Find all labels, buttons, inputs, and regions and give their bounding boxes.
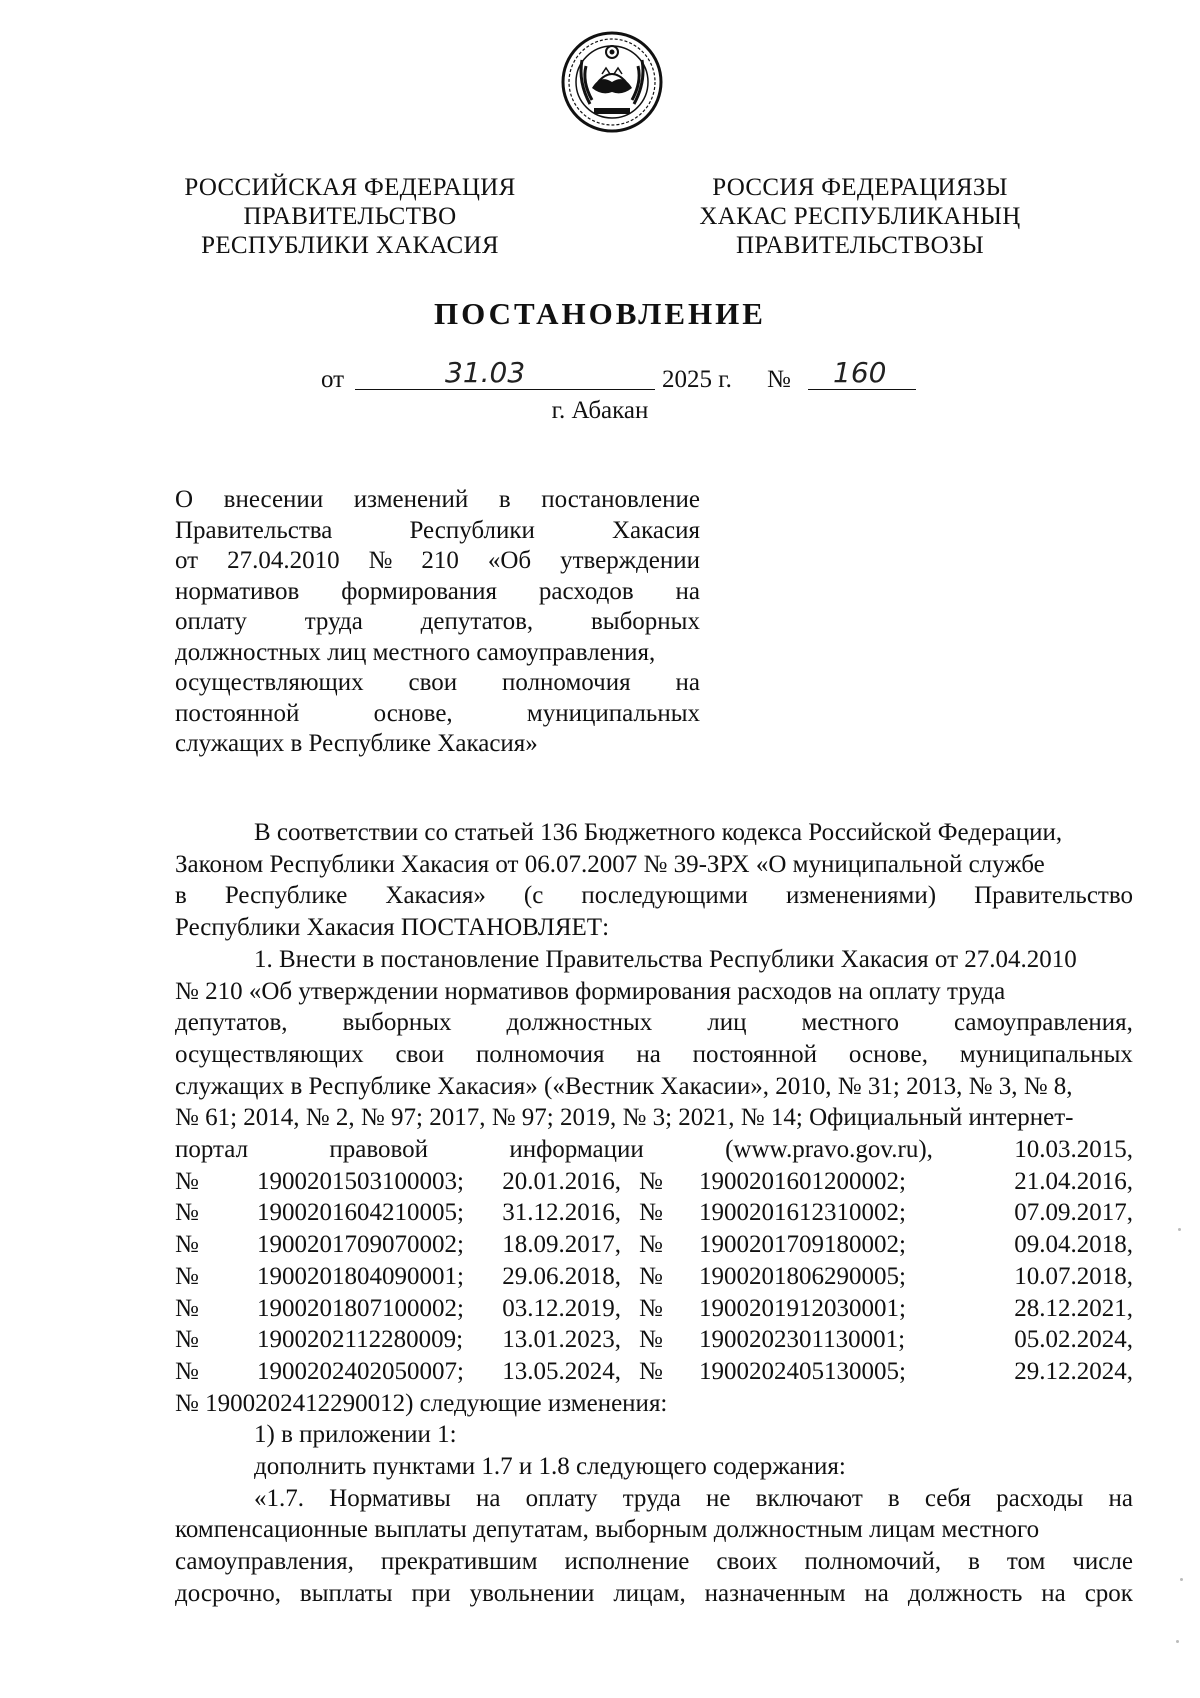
word: на xyxy=(636,1040,661,1068)
registry-cell: № xyxy=(639,1294,663,1322)
word: информации xyxy=(509,1136,644,1164)
word: выборных xyxy=(590,608,700,635)
word: том xyxy=(1006,1548,1046,1576)
word: последующими xyxy=(581,882,748,910)
word: Правительства xyxy=(175,516,333,544)
registry-cell: 1900202405130005; xyxy=(699,1357,906,1385)
word: полномочий, xyxy=(804,1548,942,1576)
word: оплату xyxy=(175,608,247,635)
registry-cell: № xyxy=(175,1326,199,1354)
registry-cell: 18.09.2017, xyxy=(502,1231,621,1259)
registry-cell: 20.01.2016, xyxy=(502,1167,621,1195)
word: утверждении xyxy=(560,547,700,574)
header-right-line-3: ПРАВИТЕЛЬСТВОЗЫ xyxy=(736,232,984,259)
registry-cell: № xyxy=(639,1326,663,1354)
registry-cell: 1900201804090001; xyxy=(257,1262,464,1290)
registry-cell: 1900201601200002; xyxy=(699,1167,906,1195)
registry-cell: 1900201807100002; xyxy=(257,1294,464,1322)
word: формирования xyxy=(341,577,498,605)
item-1-line: № 61; 2014, № 2, № 97; 2017, № 97; 2019, № 3; 2021, № 14; Официальный интернет- xyxy=(175,1104,1074,1132)
item-1-line xyxy=(175,1007,1133,1039)
header-right-khakas xyxy=(625,173,1095,260)
item-1 xyxy=(175,944,1133,1166)
word: себя xyxy=(924,1484,971,1512)
registry-cell: 13.05.2024, xyxy=(502,1357,621,1385)
word: «Об xyxy=(487,547,532,574)
registry-cell: № xyxy=(639,1357,663,1385)
registry-cell: № xyxy=(175,1357,199,1385)
registry-cell: № xyxy=(639,1167,663,1195)
word: выплаты xyxy=(299,1579,393,1607)
registry-cell: № xyxy=(639,1199,663,1227)
registry-cell: 03.12.2019, xyxy=(502,1294,621,1322)
registry-cell: 1900202112280009; xyxy=(257,1326,464,1354)
registry-cell: 1900202402050007; xyxy=(257,1357,464,1385)
registry-cell: 29.12.2024, xyxy=(1014,1357,1133,1385)
subject-line xyxy=(175,699,700,730)
word: (с xyxy=(523,882,544,910)
registry-cell: № xyxy=(639,1231,663,1259)
word: «1.7. xyxy=(254,1484,304,1512)
paragraph-line xyxy=(175,1578,1133,1610)
registry-cell: № xyxy=(175,1231,199,1259)
word: осуществляющих xyxy=(175,669,364,696)
word: постоянной xyxy=(692,1040,818,1068)
registry-cell: № xyxy=(639,1262,663,1290)
document-subject xyxy=(175,485,700,760)
paragraph-line xyxy=(175,1483,1133,1515)
subject-line xyxy=(175,546,700,577)
header-right-line-2: ХАКАС РЕСПУБЛИКАНЫҢ xyxy=(699,203,1021,230)
registry-cell: 13.01.2023, xyxy=(502,1326,621,1354)
word: на xyxy=(675,577,700,605)
registry-cell: № xyxy=(175,1167,199,1195)
word: от xyxy=(175,547,199,574)
word: полномочия xyxy=(475,1040,605,1068)
word: лицам, xyxy=(613,1579,686,1607)
word: самоуправления, xyxy=(954,1009,1133,1037)
paragraph-1-7 xyxy=(175,1483,1133,1610)
registry-cell: 29.06.2018, xyxy=(502,1262,621,1290)
word: Республике xyxy=(224,882,348,910)
subject-line xyxy=(175,516,700,547)
registry-cell: 09.04.2018, xyxy=(1014,1231,1133,1259)
subitem-1-text: дополнить пунктами 1.7 и 1.8 следующего содержания: xyxy=(254,1453,846,1481)
item-1-line xyxy=(175,1039,1133,1071)
word: полномочия xyxy=(502,669,631,696)
word: оплату xyxy=(525,1484,598,1512)
word: постоянной xyxy=(175,699,300,727)
word: Республики xyxy=(409,516,535,544)
subject-line xyxy=(175,607,700,638)
word: на xyxy=(1108,1484,1133,1512)
word: свои xyxy=(395,1040,445,1068)
header-right-line-1: РОССИЯ ФЕДЕРАЦИЯЗЫ xyxy=(712,174,1008,201)
registry-cell: 07.09.2017, xyxy=(1014,1199,1133,1227)
number-underline xyxy=(808,389,916,390)
preamble-line xyxy=(175,880,1133,912)
preamble-line: Республики Хакасия ПОСТАНОВЛЯЕТ: xyxy=(175,914,610,942)
word: увольнении xyxy=(469,1579,595,1607)
scan-dot xyxy=(1178,1228,1181,1231)
registry-cell: 1900201709180002; xyxy=(699,1231,906,1259)
word: основе, xyxy=(373,699,453,727)
word: своих xyxy=(716,1548,778,1576)
city-name: г. Абакан xyxy=(551,397,649,424)
document-type-title: ПОСТАНОВЛЕНИЕ xyxy=(434,296,766,331)
word: муниципальных xyxy=(959,1040,1133,1068)
word: О xyxy=(175,486,194,513)
word: местного xyxy=(801,1009,900,1037)
word: муниципальных xyxy=(526,699,700,727)
word: основе, xyxy=(848,1040,928,1068)
word: расходы xyxy=(996,1484,1084,1512)
subitem-1: 1) в приложении 1: xyxy=(254,1421,457,1449)
word: портал xyxy=(175,1136,249,1164)
word: на xyxy=(675,669,700,696)
registry-cell: 1900201604210005; xyxy=(257,1199,464,1227)
word: числе xyxy=(1072,1548,1133,1576)
registry-cell: 10.07.2018, xyxy=(1014,1262,1133,1290)
subject-line xyxy=(175,668,700,699)
paragraph-line xyxy=(175,1546,1133,1578)
word: труда xyxy=(304,608,363,635)
word: 210 xyxy=(421,547,459,574)
subject-line xyxy=(175,577,700,608)
word: на xyxy=(1041,1579,1066,1607)
word: назначенным xyxy=(704,1579,846,1607)
word: 27.04.2010 xyxy=(227,547,340,574)
word: депутатов, xyxy=(420,608,534,635)
subject-line: служащих в Республике Хакасия» xyxy=(175,730,538,757)
word: срок xyxy=(1084,1579,1133,1607)
registry-cell: 05.02.2024, xyxy=(1014,1326,1133,1354)
word: в xyxy=(175,882,187,910)
header-left-line-3: РЕСПУБЛИКИ ХАКАСИЯ xyxy=(201,232,499,259)
word: изменениями) xyxy=(785,882,937,910)
item-1-line: служащих в Республике Хакасия» («Вестник Хакасии», 2010, № 31; 2013, № 3, № 8, xyxy=(175,1072,1073,1100)
word: депутатов, xyxy=(175,1009,288,1037)
registry-cell: 1900201709070002; xyxy=(257,1231,464,1259)
word: в xyxy=(498,486,511,513)
handwritten-date: 31.03 xyxy=(445,356,526,389)
word: изменений xyxy=(353,486,469,513)
word: на xyxy=(476,1484,501,1512)
registry-cell: 31.12.2016, xyxy=(502,1199,621,1227)
word: включают xyxy=(755,1484,863,1512)
registry-cell: 21.04.2016, xyxy=(1014,1167,1133,1195)
registry-cell: 1900201806290005; xyxy=(699,1262,906,1290)
registry-cell: 28.12.2021, xyxy=(1014,1294,1133,1322)
date-from-label: от xyxy=(321,366,345,393)
scan-dot xyxy=(1180,1578,1183,1581)
number-sign: № xyxy=(767,366,791,393)
subject-line: должностных лиц местного самоуправления, xyxy=(175,638,656,666)
word: в xyxy=(968,1548,980,1576)
registry-cell: 1900201612310002; xyxy=(699,1199,906,1227)
subject-line xyxy=(175,485,700,516)
word: внесении xyxy=(223,486,324,513)
word: расходов xyxy=(538,577,634,605)
header-left-russian xyxy=(115,173,585,260)
registry-table xyxy=(175,1166,1133,1388)
word: свои xyxy=(408,669,458,696)
word: исполнение xyxy=(564,1548,690,1576)
header-left-line-1: РОССИЙСКАЯ ФЕДЕРАЦИЯ xyxy=(184,174,516,201)
word: нормативов xyxy=(175,577,300,605)
preamble-line: Законом Республики Хакасия от 06.07.2007 № 39-ЗРХ «О муниципальной службе xyxy=(175,850,1045,878)
registry-cell: 1900201503100003; xyxy=(257,1167,464,1195)
handwritten-number: 160 xyxy=(833,356,887,389)
item-1-line: № 210 «Об утверждении нормативов формирования расходов на оплату труда xyxy=(175,977,1006,1005)
preamble-line: В соответствии со статьей 136 Бюджетного кодекса Российской Федерации, xyxy=(254,819,1063,846)
paragraph-line: компенсационные выплаты депутатам, выборным должностным лицам местного xyxy=(175,1516,1040,1544)
word: на xyxy=(864,1579,889,1607)
preamble xyxy=(175,817,1133,944)
word: лиц xyxy=(707,1009,747,1037)
word: досрочно, xyxy=(175,1579,281,1607)
word: при xyxy=(411,1579,451,1607)
word: не xyxy=(706,1484,731,1512)
item-1-line xyxy=(175,1134,1133,1166)
word: (www.pravo.gov.ru), xyxy=(725,1136,933,1164)
item-1-line: 1. Внести в постановление Правительства Республики Хакасия от 27.04.2010 xyxy=(254,945,1077,973)
after-registry-text: № 1900202412290012) следующие изменения: xyxy=(175,1389,668,1417)
scan-dot xyxy=(1176,1640,1179,1643)
header-left-line-2: ПРАВИТЕЛЬСТВО xyxy=(243,203,457,230)
word: Хакасия xyxy=(612,516,700,544)
registry-cell: 1900202301130001; xyxy=(699,1326,906,1354)
registry-cell: 1900201912030001; xyxy=(699,1294,906,1322)
word: Правительство xyxy=(974,882,1133,910)
word: постановление xyxy=(541,486,700,513)
coat-of-arms-emblem xyxy=(560,30,664,134)
registry-cell: № xyxy=(175,1262,199,1290)
word: № xyxy=(368,547,393,574)
word: выборных xyxy=(342,1009,452,1037)
word: Хакасия» xyxy=(385,882,486,910)
word: правовой xyxy=(329,1136,429,1164)
word: труда xyxy=(622,1484,681,1512)
word: 10.03.2015, xyxy=(1014,1136,1133,1164)
word: в xyxy=(887,1484,900,1512)
registry-cell: № xyxy=(175,1199,199,1227)
word: должность xyxy=(907,1579,1023,1607)
date-underline xyxy=(355,389,655,390)
word: осуществляющих xyxy=(175,1040,364,1068)
word: должностных xyxy=(506,1009,653,1037)
date-number-line xyxy=(0,356,1200,398)
date-year: 2025 г. xyxy=(662,366,732,393)
word: самоуправления, xyxy=(175,1548,354,1576)
word: Нормативы xyxy=(329,1484,451,1512)
registry-cell: № xyxy=(175,1294,199,1322)
word: прекратившим xyxy=(380,1548,538,1576)
document-body xyxy=(175,817,1133,1610)
